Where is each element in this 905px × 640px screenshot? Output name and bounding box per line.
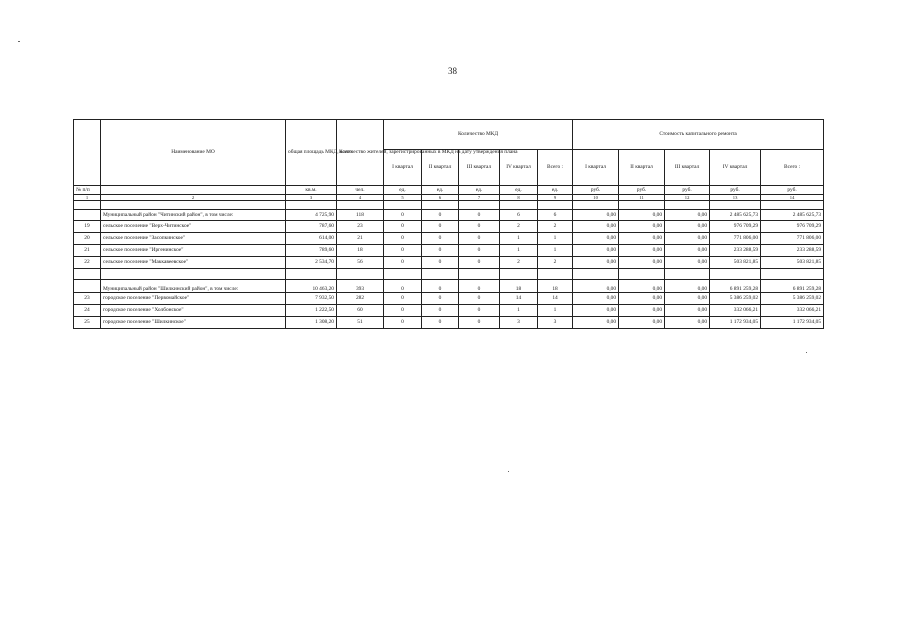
- value-cell: 60: [337, 305, 384, 317]
- value-cell: 1: [500, 233, 538, 245]
- col-number: 12: [665, 195, 710, 201]
- header-repair-cost: Стоимость капитального ремонта: [573, 120, 824, 150]
- municipality-name: городское поселение "Первомайское": [101, 293, 286, 305]
- blank-cell: [573, 269, 619, 280]
- value-cell: 0: [384, 257, 422, 269]
- header-row-num: № п/п: [74, 186, 101, 195]
- unit-cell: кв.м.: [286, 186, 337, 195]
- row-number: 24: [74, 305, 101, 317]
- value-cell: 282: [337, 293, 384, 305]
- value-cell: 56: [337, 257, 384, 269]
- value-cell: 2: [500, 221, 538, 233]
- blank-cell: [665, 201, 710, 210]
- col-number: 10: [573, 195, 619, 201]
- unit-cell: ед.: [422, 186, 459, 195]
- unit-cell: ед.: [459, 186, 500, 195]
- value-cell: 1: [538, 245, 573, 257]
- header-mkd-total: Всего :: [538, 150, 573, 186]
- value-cell: 332 066,21: [710, 305, 761, 317]
- header-mkd-q3: III квартал: [459, 150, 500, 186]
- header-row-top: [74, 120, 824, 150]
- col-number: 7: [459, 195, 500, 201]
- blank-cell: [761, 201, 824, 210]
- value-cell: 2 534,70: [286, 257, 337, 269]
- value-cell: 1: [500, 305, 538, 317]
- header-area: общая площадь МКД, всего: [286, 120, 337, 186]
- group-total-cell: 6 891 259,28: [710, 280, 761, 293]
- value-cell: 332 066,21: [761, 305, 824, 317]
- value-cell: 0,00: [573, 233, 619, 245]
- units-row: [74, 186, 824, 195]
- group-total-cell: 4 725,90: [286, 210, 337, 221]
- value-cell: 0: [384, 245, 422, 257]
- value-cell: 14: [500, 293, 538, 305]
- header-mkd-q1: I квартал: [384, 150, 422, 186]
- scan-speck: [18, 41, 20, 42]
- unit-cell: чел.: [337, 186, 384, 195]
- row-number: [74, 280, 101, 293]
- blank-cell: [761, 269, 824, 280]
- value-cell: 233 288,59: [710, 245, 761, 257]
- table-row: [74, 293, 824, 305]
- value-cell: 0: [422, 221, 459, 233]
- blank-cell: [710, 269, 761, 280]
- value-cell: 0: [459, 221, 500, 233]
- row-number: [74, 210, 101, 221]
- value-cell: 5 386 259,02: [761, 293, 824, 305]
- value-cell: 1 308,20: [286, 317, 337, 329]
- blank-cell: [710, 201, 761, 210]
- value-cell: 2: [538, 257, 573, 269]
- value-cell: 0,00: [665, 233, 710, 245]
- table-row: [74, 233, 824, 245]
- header-cost-total: Всего :: [761, 150, 824, 186]
- value-cell: 976 709,29: [710, 221, 761, 233]
- col-number: 1: [74, 195, 101, 201]
- value-cell: 233 288,59: [761, 245, 824, 257]
- col-number: 2: [101, 195, 286, 201]
- value-cell: 0,00: [665, 317, 710, 329]
- blank-cell: [384, 201, 422, 210]
- col-number: 6: [422, 195, 459, 201]
- group-total-cell: 0,00: [619, 210, 665, 221]
- value-cell: 1 222,50: [286, 305, 337, 317]
- header-cost-q3: III квартал: [665, 150, 710, 186]
- row-number: 19: [74, 221, 101, 233]
- row-number: 22: [74, 257, 101, 269]
- table-row: [74, 305, 824, 317]
- value-cell: 0,00: [665, 257, 710, 269]
- blank-cell: [619, 201, 665, 210]
- value-cell: 503 821,85: [710, 257, 761, 269]
- municipality-name: сельское поселение "Иргенинское": [101, 245, 286, 257]
- value-cell: 0: [422, 293, 459, 305]
- capital-repair-table: [73, 119, 824, 329]
- unit-cell: ед.: [538, 186, 573, 195]
- col-number: 9: [538, 195, 573, 201]
- value-cell: 0,00: [619, 317, 665, 329]
- scan-speck: [806, 352, 807, 353]
- value-cell: 771 806,00: [710, 233, 761, 245]
- value-cell: 2: [538, 221, 573, 233]
- value-cell: 789,60: [286, 245, 337, 257]
- table-row: [74, 221, 824, 233]
- value-cell: 1 172 934,05: [710, 317, 761, 329]
- value-cell: 0: [422, 317, 459, 329]
- col-number: 5: [384, 195, 422, 201]
- value-cell: 0,00: [619, 293, 665, 305]
- value-cell: 0: [422, 305, 459, 317]
- header-row-num-spacer: [74, 120, 101, 186]
- value-cell: 0,00: [573, 257, 619, 269]
- value-cell: 0,00: [573, 221, 619, 233]
- value-cell: 21: [337, 233, 384, 245]
- group-total-cell: 393: [337, 280, 384, 293]
- blank-cell: [101, 201, 286, 210]
- value-cell: 1: [500, 245, 538, 257]
- municipality-name: городское поселение "Холбонское": [101, 305, 286, 317]
- group-total-cell: 18: [538, 280, 573, 293]
- blank-cell: [538, 269, 573, 280]
- municipality-name: сельское поселение "Засопкинское": [101, 233, 286, 245]
- value-cell: 0,00: [573, 293, 619, 305]
- row-number: 21: [74, 245, 101, 257]
- row-number: 20: [74, 233, 101, 245]
- blank-cell: [573, 201, 619, 210]
- value-cell: 0,00: [573, 305, 619, 317]
- unit-cell: руб.: [665, 186, 710, 195]
- value-cell: 3: [500, 317, 538, 329]
- value-cell: 0,00: [619, 221, 665, 233]
- value-cell: 5 386 259,02: [710, 293, 761, 305]
- blank-row: [74, 201, 824, 210]
- value-cell: 1: [538, 305, 573, 317]
- unit-cell: руб.: [619, 186, 665, 195]
- value-cell: 0,00: [619, 233, 665, 245]
- header-cost-q4: IV квартал: [710, 150, 761, 186]
- unit-cell: ед.: [500, 186, 538, 195]
- blank-cell: [74, 269, 101, 280]
- value-cell: 0,00: [619, 245, 665, 257]
- value-cell: 0: [384, 317, 422, 329]
- blank-cell: [459, 269, 500, 280]
- value-cell: 0,00: [665, 293, 710, 305]
- value-cell: 0: [422, 233, 459, 245]
- value-cell: 0: [459, 317, 500, 329]
- table-row: [74, 245, 824, 257]
- header-residents: Количество жителей, зарегистрированных в МКД на дату утверждения плана: [337, 120, 384, 186]
- group-total-cell: 0: [459, 280, 500, 293]
- table-row: [74, 257, 824, 269]
- value-cell: 503 821,85: [761, 257, 824, 269]
- value-cell: 0: [384, 293, 422, 305]
- unit-cell: ед.: [384, 186, 422, 195]
- value-cell: 0,00: [665, 245, 710, 257]
- blank-cell: [337, 201, 384, 210]
- unit-cell: руб.: [573, 186, 619, 195]
- blank-cell: [422, 201, 459, 210]
- value-cell: 1: [538, 233, 573, 245]
- value-cell: 0: [422, 245, 459, 257]
- value-cell: 614,00: [286, 233, 337, 245]
- blank-cell: [286, 269, 337, 280]
- blank-cell: [422, 269, 459, 280]
- blank-cell: [101, 269, 286, 280]
- value-cell: 3: [538, 317, 573, 329]
- blank-cell: [384, 269, 422, 280]
- col-number: 4: [337, 195, 384, 201]
- value-cell: 51: [337, 317, 384, 329]
- group-total-cell: 2 485 625,73: [710, 210, 761, 221]
- group-total-cell: 0,00: [665, 210, 710, 221]
- value-cell: 0: [459, 305, 500, 317]
- row-number: 25: [74, 317, 101, 329]
- group-total-cell: 0: [384, 210, 422, 221]
- value-cell: 0,00: [619, 257, 665, 269]
- value-cell: 18: [337, 245, 384, 257]
- value-cell: 0: [459, 245, 500, 257]
- header-mkd-q4: IV квартал: [500, 150, 538, 186]
- blank-cell: [459, 201, 500, 210]
- group-total-cell: 118: [337, 210, 384, 221]
- value-cell: 0: [422, 257, 459, 269]
- col-number: 14: [761, 195, 824, 201]
- value-cell: 976 709,29: [761, 221, 824, 233]
- header-mkd-count: Количество МКД: [384, 120, 573, 150]
- scan-speck: [508, 471, 509, 472]
- unit-cell: руб.: [710, 186, 761, 195]
- value-cell: 0,00: [665, 305, 710, 317]
- value-cell: 0: [459, 293, 500, 305]
- col-number: 8: [500, 195, 538, 201]
- group-total-cell: 6: [500, 210, 538, 221]
- value-cell: 0,00: [665, 221, 710, 233]
- group-label: Муниципальный район "Читинский район", в том числе:: [101, 210, 286, 221]
- header-cost-q1: I квартал: [573, 150, 619, 186]
- row-number: 23: [74, 293, 101, 305]
- blank-cell: [500, 269, 538, 280]
- col-number: 3: [286, 195, 337, 201]
- group-total-cell: 0: [459, 210, 500, 221]
- group-total-cell: 0,00: [619, 280, 665, 293]
- group-total-cell: 0: [422, 280, 459, 293]
- units-cell: [101, 186, 286, 195]
- group-total-cell: 0,00: [665, 280, 710, 293]
- group-total-cell: 10 463,20: [286, 280, 337, 293]
- spacer-row: [74, 269, 824, 280]
- value-cell: 0: [459, 257, 500, 269]
- value-cell: 0: [384, 305, 422, 317]
- value-cell: 2: [500, 257, 538, 269]
- municipality-name: городское поселение "Шилкинское": [101, 317, 286, 329]
- header-cost-q2: II квартал: [619, 150, 665, 186]
- municipality-name: сельское поселение "Верх-Читинское": [101, 221, 286, 233]
- blank-cell: [538, 201, 573, 210]
- group-label: Муниципальный район "Шилкинский район", в том числе:: [101, 280, 286, 293]
- blank-cell: [337, 269, 384, 280]
- group-total-cell: 18: [500, 280, 538, 293]
- blank-cell: [665, 269, 710, 280]
- value-cell: 23: [337, 221, 384, 233]
- value-cell: 1 172 934,05: [761, 317, 824, 329]
- group-total-cell: 0,00: [573, 210, 619, 221]
- value-cell: 7 932,50: [286, 293, 337, 305]
- group-total-cell: 6 891 259,28: [761, 280, 824, 293]
- value-cell: 0,00: [573, 317, 619, 329]
- value-cell: 0: [459, 233, 500, 245]
- unit-cell: руб.: [761, 186, 824, 195]
- page-number: 38: [448, 66, 457, 76]
- header-name: Наименование МО: [101, 120, 286, 186]
- blank-cell: [500, 201, 538, 210]
- group-total-cell: 0: [384, 280, 422, 293]
- value-cell: 0,00: [573, 245, 619, 257]
- col-number: 11: [619, 195, 665, 201]
- value-cell: 0: [384, 233, 422, 245]
- value-cell: 14: [538, 293, 573, 305]
- value-cell: 771 806,00: [761, 233, 824, 245]
- value-cell: 787,60: [286, 221, 337, 233]
- group-total-cell: 0: [422, 210, 459, 221]
- group-total-cell: 0,00: [573, 280, 619, 293]
- blank-cell: [619, 269, 665, 280]
- group-total-cell: 2 485 625,73: [761, 210, 824, 221]
- table-row: [74, 317, 824, 329]
- blank-cell: [74, 201, 101, 210]
- group-total-row: [74, 210, 824, 221]
- col-number: 13: [710, 195, 761, 201]
- header-mkd-q2: II квартал: [422, 150, 459, 186]
- value-cell: 0: [384, 221, 422, 233]
- blank-cell: [286, 201, 337, 210]
- value-cell: 0,00: [619, 305, 665, 317]
- group-total-cell: 6: [538, 210, 573, 221]
- group-total-row: [74, 280, 824, 293]
- municipality-name: сельское поселение "Маккавеевское": [101, 257, 286, 269]
